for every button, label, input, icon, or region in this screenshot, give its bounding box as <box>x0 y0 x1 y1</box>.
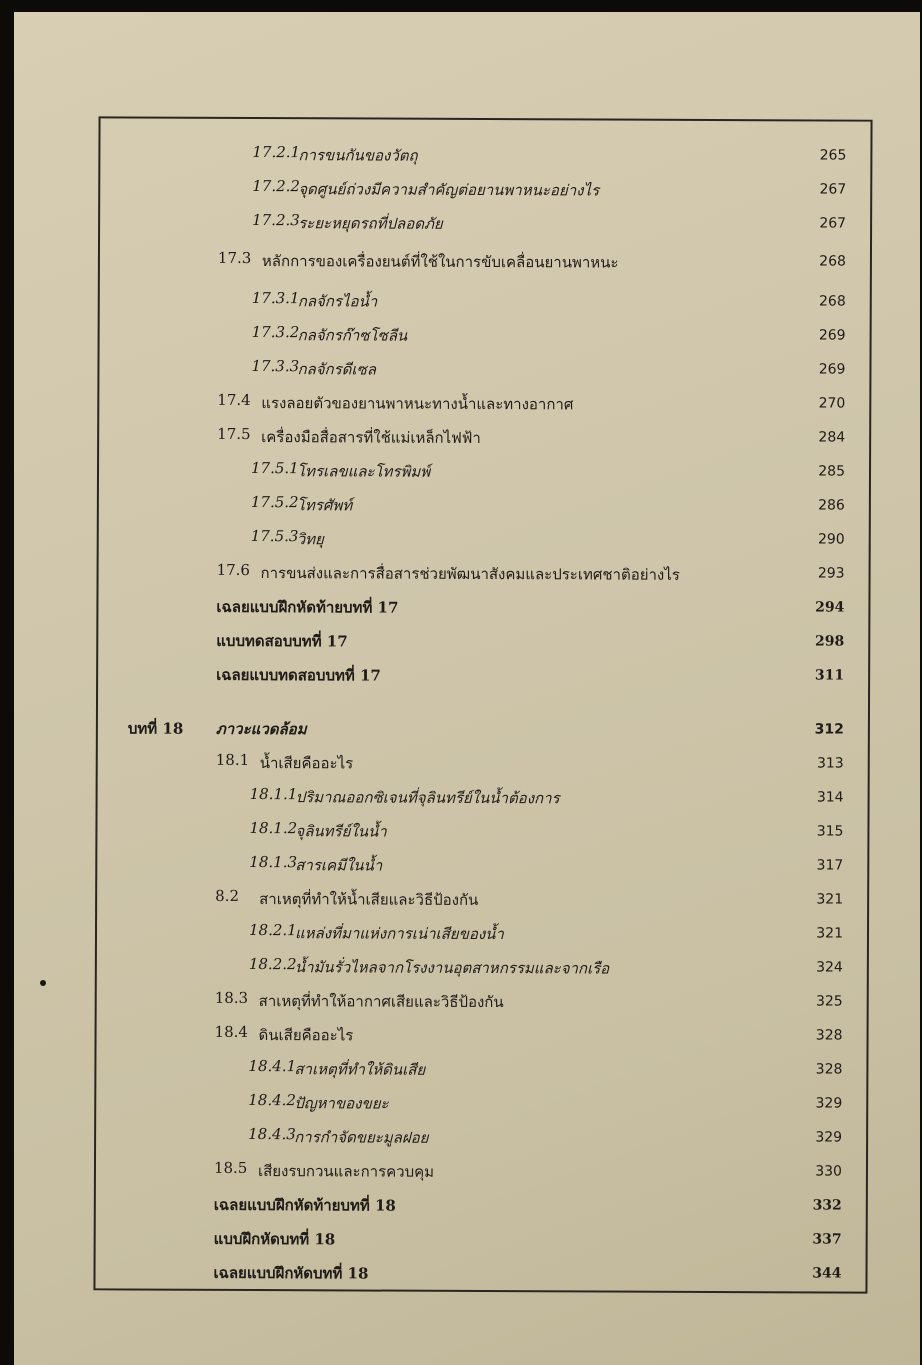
entry-title: แบบทดสอบบทที่ 17 <box>216 631 348 651</box>
toc-entry <box>97 986 867 1017</box>
toc-entry <box>98 592 868 623</box>
entry-title: เฉลยแบบฝึกหัดท้ายบทที่ 17 <box>216 597 399 617</box>
entry-number: 17.5.3 <box>250 526 299 546</box>
toc-entry <box>99 388 869 419</box>
entry-page: 321 <box>816 925 844 942</box>
entry-title: จุลินทรีย์ในน้ำ <box>295 822 387 841</box>
entry-number: 18.2.1 <box>248 920 297 940</box>
entry-number: 18.1 <box>215 750 250 769</box>
entry-number: 17.5.1 <box>250 458 299 478</box>
entry-page: 332 <box>812 1197 842 1214</box>
toc-entry <box>96 1122 866 1153</box>
toc-entry <box>100 174 870 205</box>
toc-entry <box>99 456 869 487</box>
entry-title: ปริมาณออกซิเจนที่จุลินทรีย์ในน้ำต้องการ <box>295 788 560 808</box>
entry-title: ปัญหาของขยะ <box>294 1094 389 1113</box>
book-page <box>14 12 920 1365</box>
entry-title: สาเหตุที่ทำให้ดินเสีย <box>294 1060 426 1079</box>
entry-title: กลจักรไอน้ำ <box>297 292 378 311</box>
entry-number: 18.1.1 <box>249 784 298 804</box>
entry-page: 268 <box>819 253 846 270</box>
entry-title: การกำจัดขยะมูลฝอย <box>294 1128 429 1147</box>
entry-page: 284 <box>818 429 846 446</box>
entry-title: เฉลยแบบทดสอบบทที่ 17 <box>216 665 381 685</box>
toc-entry <box>99 524 869 555</box>
entry-number: 18.2.2 <box>248 954 297 974</box>
entry-page: 314 <box>816 789 844 806</box>
entry-number: 17.2.2 <box>252 176 301 196</box>
entry-number: 18.4 <box>214 1022 249 1041</box>
entry-page: 315 <box>816 823 844 840</box>
entry-title: เสียงรบกวนและการควบคุม <box>257 1162 435 1181</box>
entry-number: 17.5.2 <box>250 492 299 512</box>
toc-entry <box>100 208 870 239</box>
toc-entry <box>96 1190 866 1221</box>
entry-title: สาเหตุที่ทำให้น้ำเสียและวิธีป้องกัน <box>259 890 479 909</box>
entry-number: 18.4.1 <box>248 1056 297 1076</box>
entry-page: 293 <box>817 565 845 582</box>
entry-page: 329 <box>815 1129 843 1146</box>
toc-entry <box>100 320 870 351</box>
entry-number: 8.2 <box>215 886 240 905</box>
toc-entry <box>100 286 870 317</box>
chapter-heading <box>98 714 868 745</box>
entry-page: 324 <box>816 959 843 976</box>
table-of-contents <box>93 116 872 1293</box>
entry-page: 325 <box>815 993 843 1010</box>
toc-entry <box>97 850 867 881</box>
entry-title: เครื่องมือสื่อสารที่ใช้แม่เหล็กไฟฟ้า <box>261 428 481 447</box>
entry-number: 18.1.3 <box>249 852 298 872</box>
entry-page: 290 <box>817 531 845 548</box>
entry-page: 294 <box>815 599 845 616</box>
entry-title: โทรศัพท์ <box>296 496 353 515</box>
entry-number: 17.4 <box>217 390 251 409</box>
toc-entry <box>98 626 868 657</box>
entry-page: 267 <box>819 181 847 198</box>
entry-title: กลจักรก๊าซโซลีน <box>297 326 408 345</box>
entry-page: 330 <box>815 1163 843 1180</box>
entry-page: 267 <box>819 215 847 232</box>
entry-page: 329 <box>815 1095 843 1112</box>
toc-entry <box>98 660 868 691</box>
entry-title: น้ำเสียคืออะไร <box>259 754 354 773</box>
toc-entry <box>99 422 869 453</box>
entry-number: 18.5 <box>213 1158 248 1177</box>
toc-entry <box>96 1088 866 1119</box>
entry-page: 298 <box>815 633 845 650</box>
entry-page: 317 <box>816 857 844 874</box>
entry-title: วิทยุ <box>296 530 324 549</box>
toc-entry <box>96 1054 866 1085</box>
toc-entry <box>98 782 868 813</box>
entry-number: 17.5 <box>217 424 251 443</box>
toc-entry <box>97 816 867 847</box>
toc-entry <box>100 140 870 171</box>
toc-entry <box>99 490 869 521</box>
entry-number: 17.3.1 <box>251 288 300 308</box>
entry-page: 328 <box>815 1061 843 1078</box>
entry-page: 313 <box>816 755 844 772</box>
entry-page: 312 <box>814 721 844 738</box>
chapter-title: ภาวะแวดล้อม <box>215 719 307 739</box>
entry-title: โทรเลขและโทรพิมพ์ <box>296 462 431 481</box>
toc-entry <box>97 952 867 983</box>
entry-title: แหล่งที่มาแห่งการเน่าเสียของน้ำ <box>294 924 504 944</box>
entry-page: 265 <box>819 147 847 164</box>
toc-entry <box>95 1258 865 1289</box>
entry-page: 321 <box>816 891 844 908</box>
entry-page: 311 <box>814 667 845 684</box>
toc-entry <box>97 918 867 949</box>
entry-page: 337 <box>812 1231 842 1248</box>
entry-page: 269 <box>818 327 846 344</box>
toc-entry <box>96 1156 866 1187</box>
entry-number: 18.1.2 <box>249 818 298 838</box>
entry-number: 17.2.1 <box>252 142 301 162</box>
entry-page: 269 <box>818 361 846 378</box>
entry-title: ดินเสียคืออะไร <box>258 1026 354 1045</box>
entry-title: เฉลยแบบฝึกหัดบทที่ 18 <box>213 1263 369 1283</box>
entry-page: 268 <box>818 293 846 310</box>
entry-number: 18.4.2 <box>248 1090 297 1110</box>
entry-number: 17.3.3 <box>251 356 300 376</box>
entry-page: 344 <box>812 1265 842 1282</box>
toc-entry <box>98 748 868 779</box>
chapter-number: บทที่ 18 <box>127 719 184 738</box>
toc-entry <box>100 246 870 277</box>
entry-title: น้ำมันรั่วไหลจากโรงงานอุตสาหกรรมและจากเรือ <box>294 958 610 978</box>
entry-page: 328 <box>815 1027 843 1044</box>
entry-number: 17.3.2 <box>251 322 300 342</box>
entry-title: ระยะหยุดรถที่ปลอดภัย <box>298 214 443 233</box>
entry-number: 17.2.3 <box>252 210 300 230</box>
toc-entry <box>99 354 869 385</box>
toc-entry <box>99 558 869 589</box>
entry-title: สาเหตุที่ทำให้อากาศเสียและวิธีป้องกัน <box>258 992 504 1012</box>
toc-entry <box>96 1224 866 1255</box>
entry-title: กลจักรดีเซล <box>297 360 376 379</box>
toc-entry <box>97 884 867 915</box>
entry-title: เฉลยแบบฝึกหัดท้ายบทที่ 18 <box>213 1195 396 1215</box>
entry-title: แบบฝึกหัดบทที่ 18 <box>213 1229 336 1249</box>
entry-number: 18.3 <box>214 988 249 1007</box>
entry-number: 17.3 <box>217 248 252 267</box>
entry-title: แรงลอยตัวของยานพาหนะทางน้ำและทางอากาศ <box>261 394 574 414</box>
entry-title: จุดศูนย์ถ่วงมีความสำคัญต่อยานพาหนะอย่างไร <box>298 180 600 200</box>
entry-page: 286 <box>818 497 845 514</box>
entry-page: 270 <box>818 395 846 412</box>
entry-title: การขนกันของวัตถุ <box>298 146 418 165</box>
toc-entry <box>96 1020 866 1051</box>
entry-title: หลักการของเครื่องยนต์ที่ใช้ในการขับเคลื่อนยานพาหนะ <box>261 252 619 272</box>
ink-dot <box>40 980 46 986</box>
entry-number: 18.4.3 <box>248 1124 296 1144</box>
entry-number: 17.6 <box>216 560 251 579</box>
entry-page: 285 <box>818 463 846 480</box>
entry-title: สารเคมีในน้ำ <box>295 856 383 875</box>
entry-title: การขนส่งและการสื่อสารช่วยพัฒนาสังคมและประเทศชาติอย่างไร <box>260 564 680 584</box>
